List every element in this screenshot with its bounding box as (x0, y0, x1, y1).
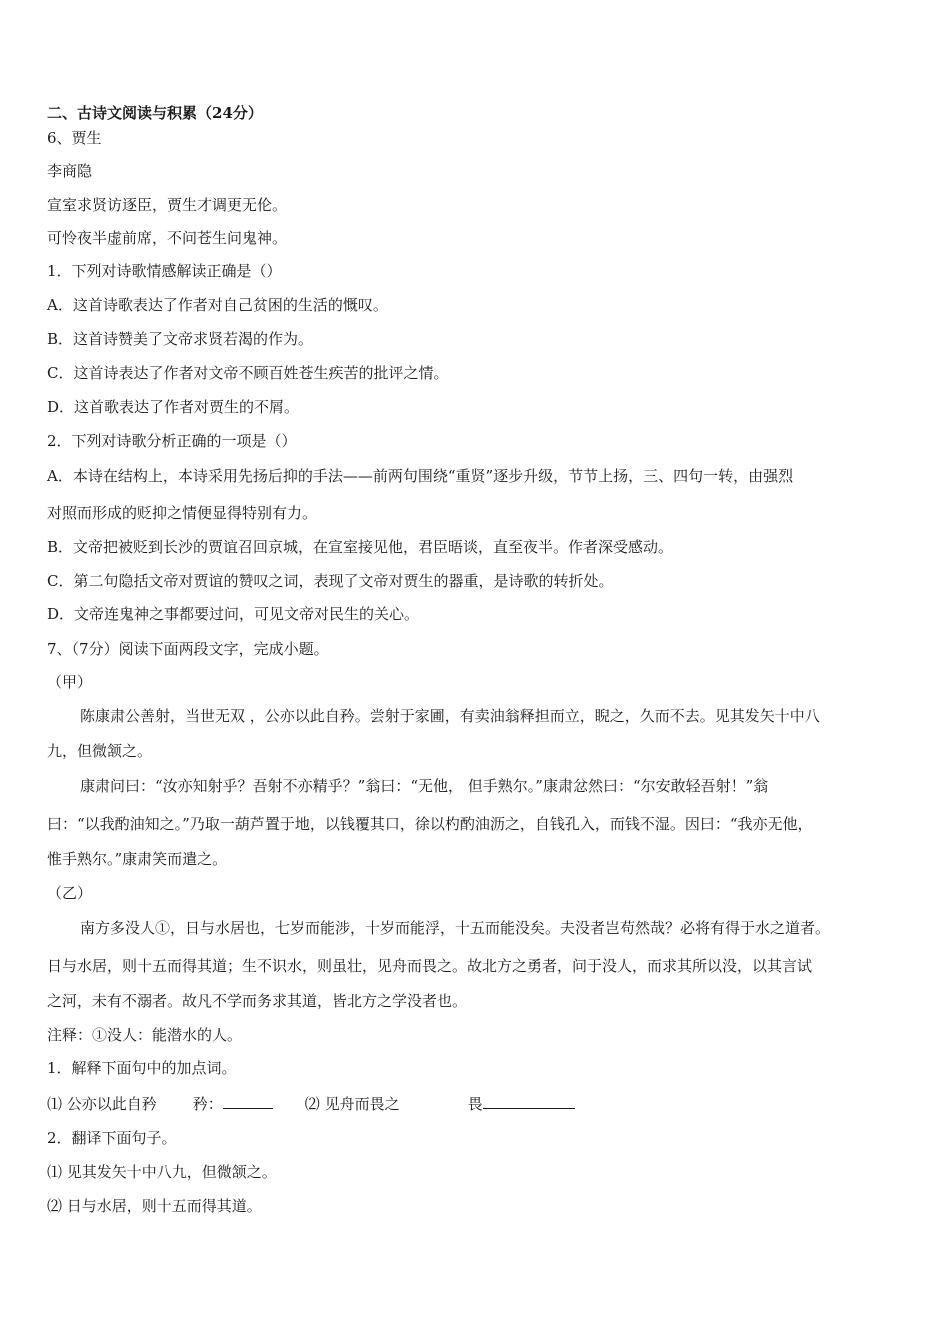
q6-sub2-option-a-line2: 对照而形成的贬抑之情便显得特别有力。 (47, 504, 318, 522)
section-title: 二、古诗文阅读与积累（24分） (47, 104, 263, 122)
q6-title: 6、贾生 (47, 129, 102, 147)
q7-sub1-item-2: ⑵ 见舟而畏之 (304, 1095, 400, 1113)
poem-line-1: 宣室求贤访逐臣，贾生才调更无伦。 (47, 196, 288, 214)
q7-sub2-item-1: ⑴ 见其发矢十中八九，但微颔之。 (47, 1163, 277, 1181)
poem-line-2: 可怜夜半虚前席，不问苍生问鬼神。 (47, 229, 288, 247)
passage-jia-line-5: 惟手熟尔。”康肃笑而遣之。 (47, 850, 228, 868)
q7-sub1-stem: 1．解释下面句中的加点词。 (47, 1059, 237, 1077)
answer-blank-2[interactable] (483, 1092, 575, 1109)
passage-yi-line-1: 南方多没人①，日与水居也，七岁而能涉，十岁而能浮，十五而能没矣。夫没者岂苟然哉？必将有得于水之道者。 (80, 919, 831, 937)
passage-yi-label: （乙） (47, 884, 93, 902)
q6-sub2-option-d: D．文帝连鬼神之事都要过问，可见文帝对民生的关心。 (47, 605, 420, 623)
poem-author: 李商隐 (47, 162, 93, 180)
passage-yi-line-3: 之河，未有不溺者。故凡不学而务求其道，皆北方之学没者也。 (47, 992, 468, 1010)
q7-sub1-word-2: 畏 (467, 1095, 483, 1113)
q6-sub2-option-b: B．文帝把被贬到长沙的贾谊召回京城，在宣室接见他，君臣晤谈，直至夜半。作者深受感动。 (47, 538, 674, 556)
q6-sub1-option-b: B．这首诗赞美了文帝求贤若渴的作为。 (47, 330, 314, 348)
passage-jia-line-4: 曰：“以我酌油知之。”乃取一葫芦置于地，以钱覆其口，徐以杓酌油沥之，自钱孔入，而钱不湿。因曰：“我亦无他， (47, 815, 813, 833)
passage-jia-line-3: 康肃问曰：“汝亦知射乎？吾射不亦精乎？”翁曰：“无他， 但手熟尔。”康肃忿然曰：“尔安敢轻吾射！”翁 (80, 777, 769, 795)
footnote: 注释：①没人：能潜水的人。 (47, 1026, 243, 1044)
q6-sub2-stem: 2．下列对诗歌分析正确的一项是（） (47, 432, 297, 450)
q7-sub2-item-2: ⑵ 日与水居，则十五而得其道。 (47, 1197, 262, 1215)
q6-sub1-option-c: C．这首诗表达了作者对文帝不顾百姓苍生疾苦的批评之情。 (47, 364, 449, 382)
q6-sub1-option-d: D．这首歌表达了作者对贾生的不屑。 (47, 398, 300, 416)
q7-sub1-word-1: 矜： (192, 1095, 223, 1113)
q6-sub1-option-a: A．这首诗歌表达了作者对自己贫困的生活的慨叹。 (47, 296, 388, 314)
q7-sub1-items (47, 1092, 907, 1114)
q6-sub1-stem: 1．下列对诗歌情感解读正确是（） (47, 262, 282, 280)
passage-jia-label: （甲） (47, 673, 93, 691)
passage-yi-line-2: 日与水居，则十五而得其道；生不识水，则虽壮，见舟而畏之。故北方之勇者，问于没人，而求其所以没，以其言试 (47, 957, 813, 975)
passage-jia-line-1: 陈康肃公善射，当世无双 ，公亦以此自矜。尝射于家圃，有卖油翁释担而立，睨之，久而不去。见其发矢十中八 (80, 707, 820, 725)
q6-sub2-option-a-line1: A．本诗在结构上，本诗采用先扬后抑的手法——前两句围绕“重贤”逐步升级，节节上扬，三、四句一转，由强烈 (47, 467, 794, 485)
passage-jia-line-2: 九，但微颔之。 (47, 742, 153, 760)
q7-sub2-stem: 2．翻译下面句子。 (47, 1129, 177, 1147)
q7-title: 7、（7分）阅读下面两段文字，完成小题。 (47, 640, 329, 658)
q6-sub2-option-c: C．第二句隐括文帝对贾谊的赞叹之词，表现了文帝对贾生的器重，是诗歌的转折处。 (47, 572, 614, 590)
answer-blank-1[interactable] (223, 1092, 273, 1109)
q7-sub1-item-1: ⑴ 公亦以此自矜 (47, 1095, 157, 1113)
